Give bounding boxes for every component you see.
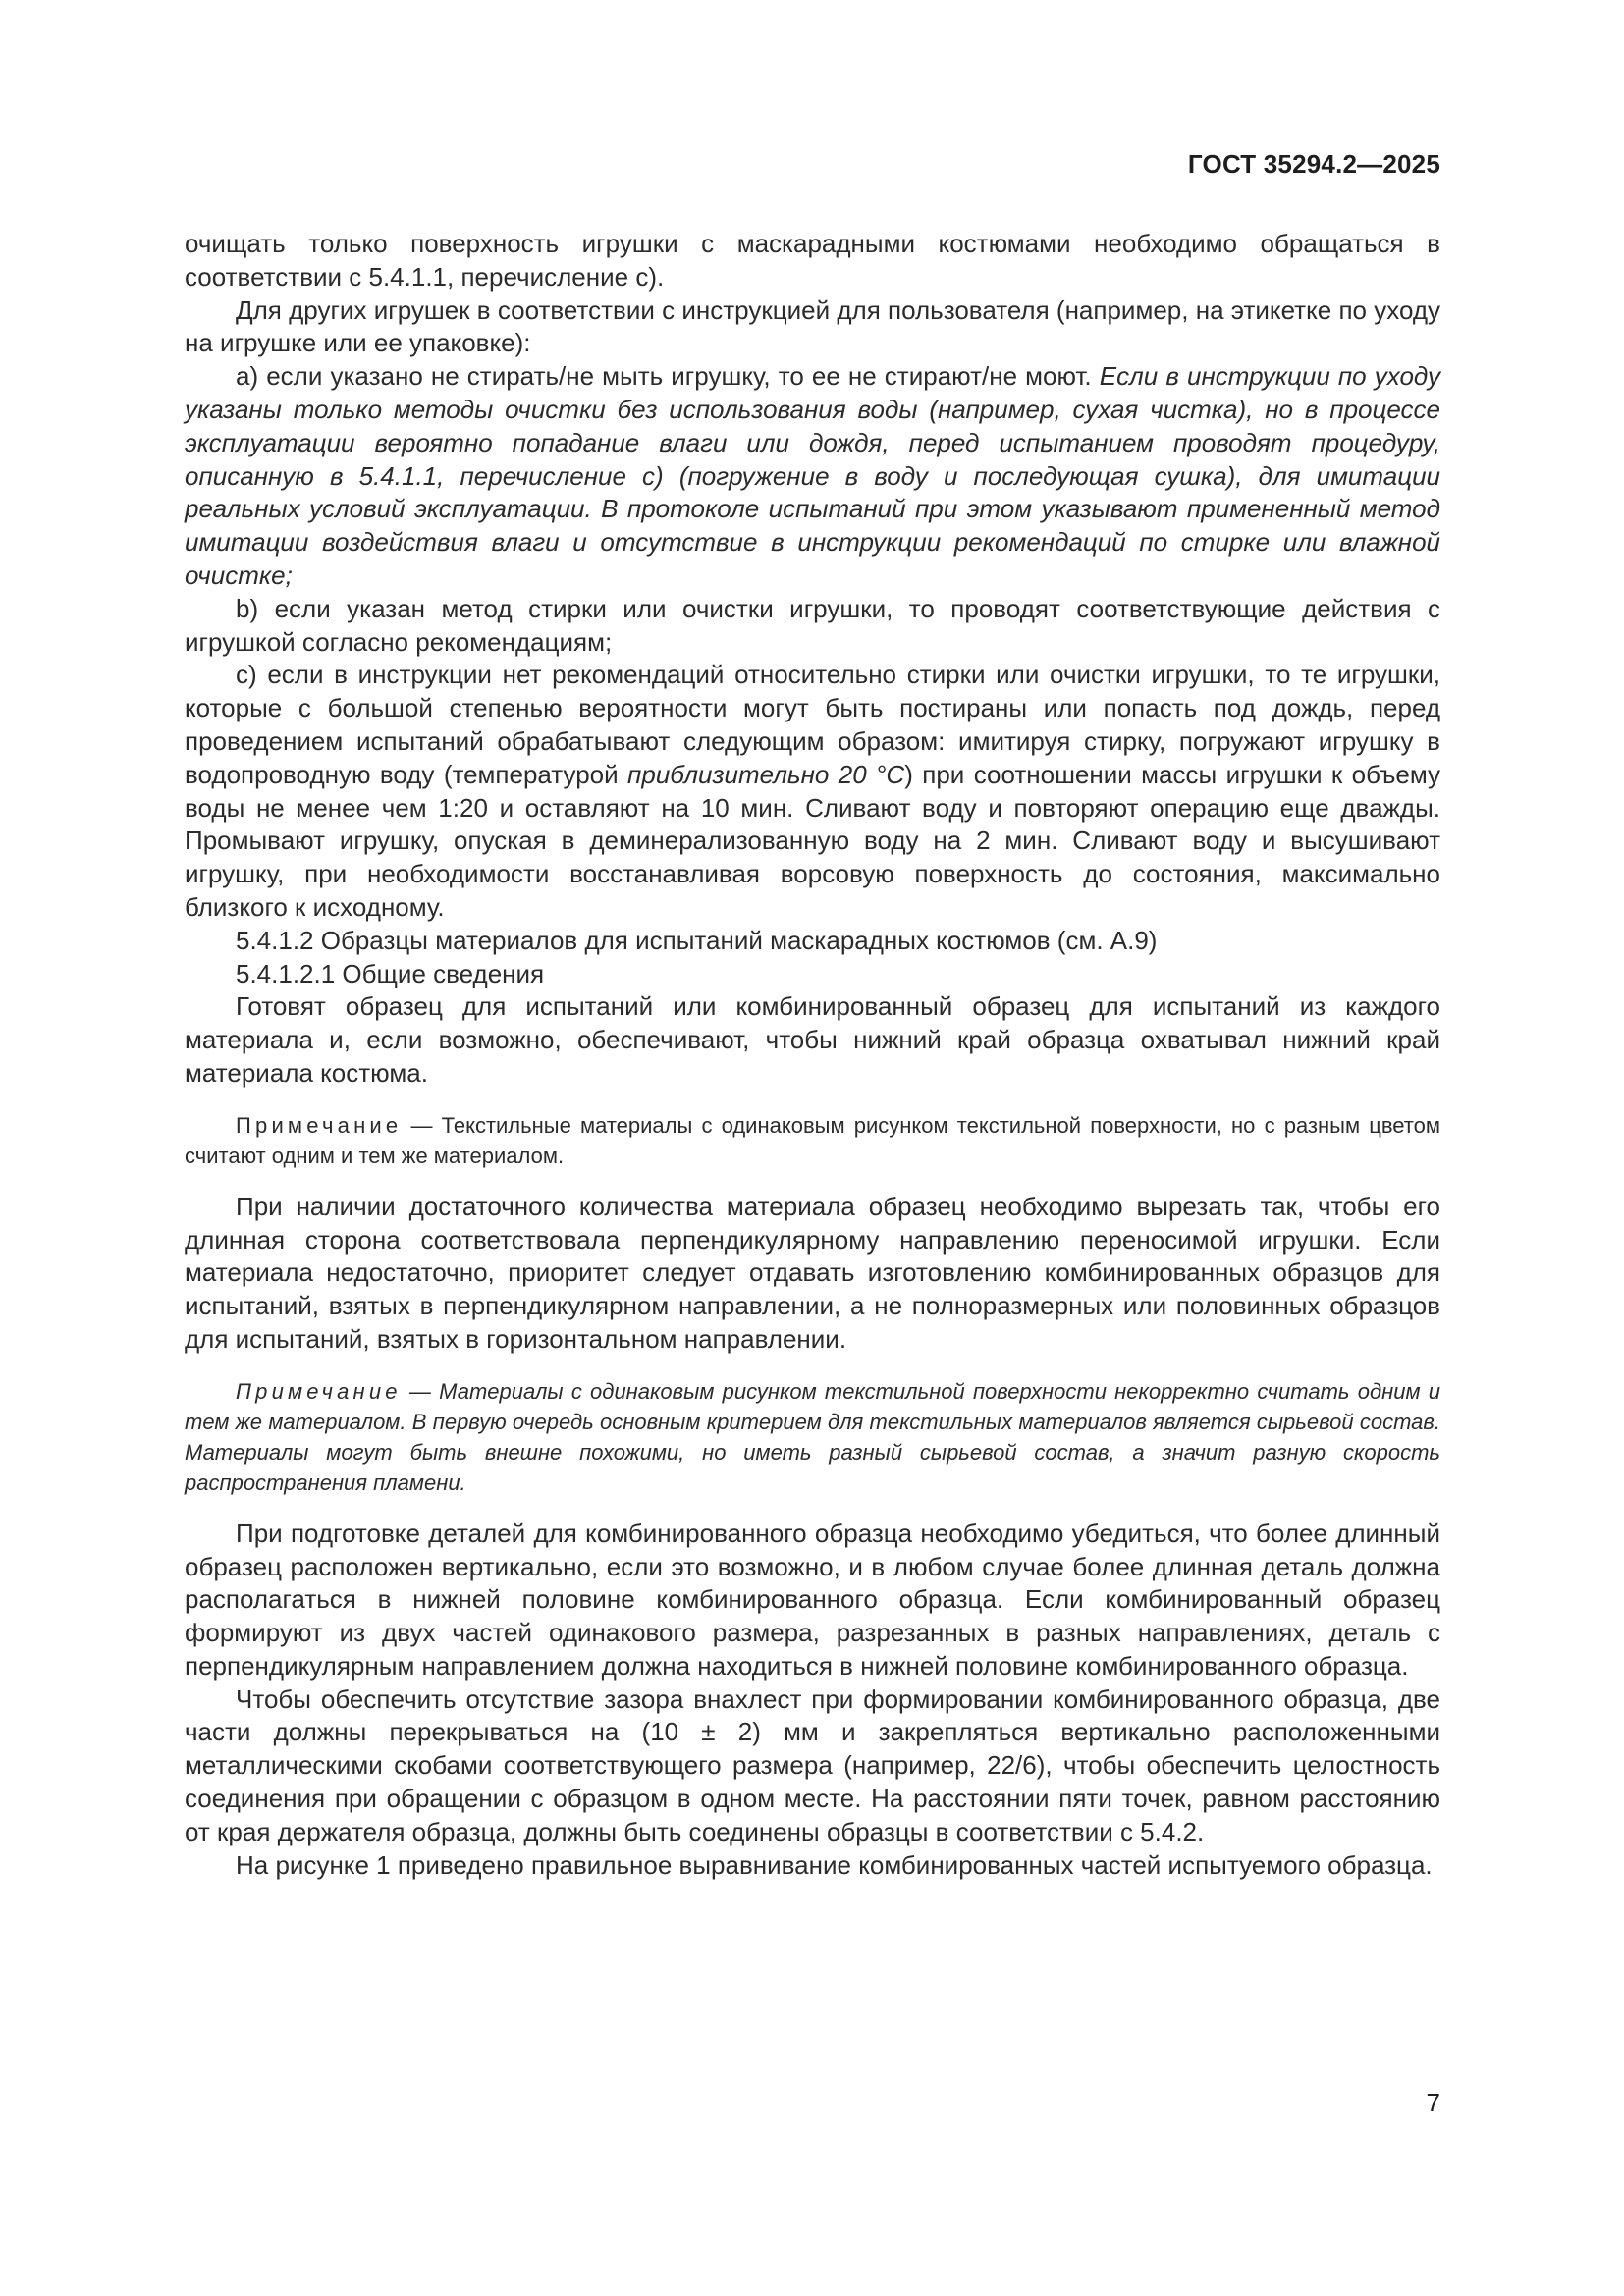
standard-id-header: ГОСТ 35294.2—2025 xyxy=(1187,149,1440,179)
list-item-c-italic-temp: приблизительно 20 °С xyxy=(627,759,905,789)
paragraph-cut-sample: При наличии достаточного количества материала образец необходимо вырезать так, чтобы его длинная сторона соответствовала перпендикулярному направлению переносимой игрушки. Если материала недостаточно, приоритет следует отдавать изготовлению комбинированных образцов для испытаний, взятых в перпендикулярном направлении, а не полноразмерных или половинных образцов для испытаний, взятых в горизонтальном направлении. xyxy=(185,1191,1440,1354)
note-1-label: Примечание xyxy=(236,1112,403,1138)
section-heading-5-4-1-2: 5.4.1.2 Образцы материалов для испытаний маскарадных костюмов (см. А.9) xyxy=(236,925,1158,955)
list-item-b: b) если указан метод стирки или очистки игрушки, то проводят соответствующие действия с игрушкой согласно рекомендациям; xyxy=(185,593,1440,657)
note-2 xyxy=(185,1376,1440,1498)
note-1 xyxy=(185,1110,1440,1171)
paragraph-other-toys: Для других игрушек в соответствии с инструкцией для пользователя (например, на этикетке по уходу на игрушке или ее упаковке): xyxy=(185,294,1440,358)
list-item-a-text: а) если указано не стирать/не мыть игрушку, то ее не стирают/не моют. xyxy=(236,361,1100,392)
paragraph-continuation: очищать только поверхность игрушки с маскарадными костюмами необходимо обращаться в соответствии с 5.4.1.1, перечисление c). xyxy=(185,229,1440,292)
list-item-c xyxy=(185,659,1440,924)
paragraph-overlap: Чтобы обеспечить отсутствие зазора внахлест при формировании комбинированного образца, две части должны перекрываться на (10 ± 2) мм и закрепляться вертикально расположенными металлическими скобами соответствующего размера (например, 22/6), чтобы обеспечить целостность соединения при обращении с образцом в одном месте. На расстоянии пяти точек, равном расстоянию от края держателя образца, должны быть соединены образцы в соответствии с 5.4.2. xyxy=(185,1683,1440,1846)
note-2-text: — Материалы с одинаковым рисунком текстильной поверхности некорректно считать одним и тем же материалом. В первую очередь основным критерием для текстильных материалов является сырьевой состав. Материалы могут быть внешне похожими, но иметь разный сырьевой состав, а значит разную скорость распространения пламени. xyxy=(185,1378,1440,1495)
paragraph-figure-ref: На рисунке 1 приведено правильное выравнивание комбинированных частей испытуемого образца. xyxy=(236,1849,1433,1880)
section-heading-5-4-1-2-1: 5.4.1.2.1 Общие сведения xyxy=(236,958,545,988)
note-1-text: — Текстильные материалы с одинаковым рисунком текстильной поверхности, но с разным цветом считают одним и тем же материалом. xyxy=(185,1112,1440,1168)
list-item-a xyxy=(185,360,1440,593)
document-body xyxy=(185,228,1440,1882)
note-2-label: Примечание xyxy=(236,1378,402,1404)
paragraph-prepare-sample: Готовят образец для испытаний или комбинированный образец для испытаний из каждого материала и, если возможно, обеспечивают, чтобы нижний край образца охватывал нижний край материала костюма. xyxy=(185,991,1440,1088)
list-item-a-italic-text: Если в инструкции по уходу указаны только методы очистки без использования воды (например, сухая чистка), но в процессе эксплуатации вероятно попадание влаги или дождя, перед испытанием проводят процедуру, описанную в 5.4.1.1, перечисление с) (погружение в воду и последующая сушка), для имитации реальных условий эксплуатации. В протоколе испытаний при этом указывают примененный метод имитации воздействия влаги и отсутствие в инструкции рекомендаций по стирке или влажной очистке; xyxy=(185,361,1440,590)
page-number: 7 xyxy=(1426,2088,1440,2117)
list-item-c-text-1: c) если в инструкции нет рекомендаций относительно стирки или очистки игрушки, то те игрушки, которые с большой степенью вероятности могут быть постираны или попасть под дождь, перед проведением испытаний обрабатывают следующим образом: имитируя стирку, погружают игрушку в водопроводную воду (температурой xyxy=(185,660,1440,789)
list-item-c-text-2: ) при соотношении массы игрушки к объему воды не менее чем 1:20 и оставляют на 10 мин. Сливают воду и повторяют операцию еще дважды. Промывают игрушку, опуская в деминерализованную воду на 2 мин. Сливают воду и высушивают игрушку, при необходимости восстанавливая ворсовую поверхность до состояния, максимально близкого к исходному. xyxy=(185,759,1440,922)
paragraph-combined-parts: При подготовке деталей для комбинированного образца необходимо убедиться, что более длинный образец расположен вертикально, если это возможно, и в любом случае более длинная деталь должна располагаться в нижней половине комбинированного образца. Если комбинированный образец формируют из двух частей одинакового размера, разрезанных в разных направлениях, деталь с перпендикулярным направлением должна находиться в нижней половине комбинированного образца. xyxy=(185,1518,1440,1681)
